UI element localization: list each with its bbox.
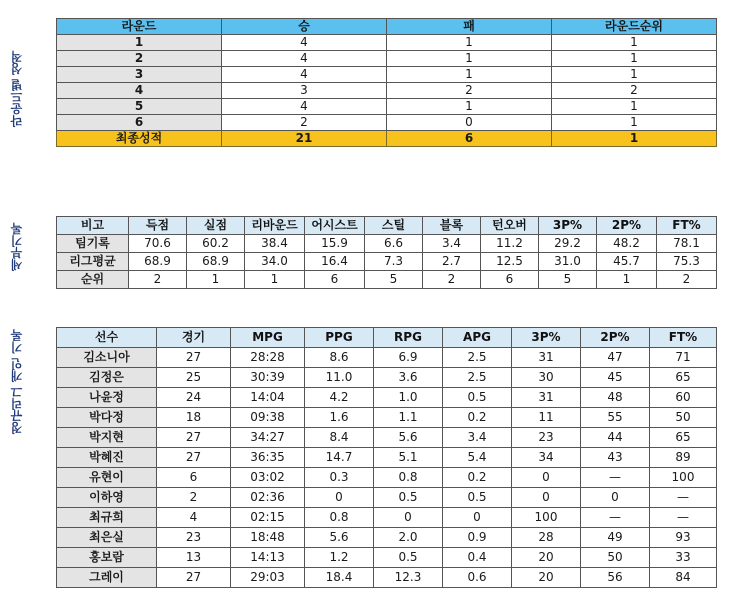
table-cell: — — [581, 508, 650, 528]
table-cell: 27 — [157, 348, 231, 368]
table-cell: 4.2 — [305, 388, 374, 408]
table-cell: — — [581, 468, 650, 488]
row-label: 5 — [57, 99, 222, 115]
table-cell: 14:04 — [231, 388, 305, 408]
table-cell: 33 — [650, 548, 717, 568]
table-cell: 1 — [387, 35, 552, 51]
table-cell: 0.8 — [374, 468, 443, 488]
table-row — [57, 428, 717, 448]
table-cell: 0.9 — [443, 528, 512, 548]
player-name: 박지현 — [57, 428, 157, 448]
table-cell: 1 — [597, 271, 657, 289]
table-cell: 0.2 — [443, 408, 512, 428]
table-cell: 34.0 — [245, 253, 305, 271]
table-cell: 1.6 — [305, 408, 374, 428]
player-name: 유현이 — [57, 468, 157, 488]
table-cell: 0.2 — [443, 468, 512, 488]
table-cell: 11.2 — [481, 235, 539, 253]
table-cell: 21 — [222, 131, 387, 147]
table-cell: 100 — [512, 508, 581, 528]
row-label: 팀기록 — [57, 235, 129, 253]
table-row — [57, 448, 717, 468]
player-name: 김정은 — [57, 368, 157, 388]
table-cell: 20 — [512, 568, 581, 588]
column-header: 3P% — [512, 328, 581, 348]
table-cell: 47 — [581, 348, 650, 368]
player-record-table — [56, 327, 717, 588]
column-header: 턴오버 — [481, 217, 539, 235]
table-cell: 31 — [512, 388, 581, 408]
table-cell: 6 — [387, 131, 552, 147]
column-header: 패 — [387, 19, 552, 35]
table-cell: 60.2 — [187, 235, 245, 253]
column-header: 스틸 — [365, 217, 423, 235]
table-cell: 11.0 — [305, 368, 374, 388]
table-cell: 38.4 — [245, 235, 305, 253]
table-cell: 18.4 — [305, 568, 374, 588]
table-cell: 03:02 — [231, 468, 305, 488]
player-name: 이하영 — [57, 488, 157, 508]
column-header: PPG — [305, 328, 374, 348]
table-cell: 60 — [650, 388, 717, 408]
table-cell: 65 — [650, 368, 717, 388]
table-cell: 18 — [157, 408, 231, 428]
table-cell: 23 — [512, 428, 581, 448]
table-cell: 28:28 — [231, 348, 305, 368]
table-cell: 2.7 — [423, 253, 481, 271]
table-cell: 0.5 — [443, 388, 512, 408]
table-cell: 6 — [481, 271, 539, 289]
table-cell: 1 — [387, 99, 552, 115]
table-cell: 68.9 — [187, 253, 245, 271]
table-cell: — — [650, 488, 717, 508]
final-record-row — [57, 131, 717, 147]
column-header: 득점 — [129, 217, 187, 235]
table-cell: 48.2 — [597, 235, 657, 253]
table-cell: 2 — [387, 83, 552, 99]
table-row — [57, 568, 717, 588]
table-cell: 02:15 — [231, 508, 305, 528]
table-cell: 4 — [222, 51, 387, 67]
table-cell: 1 — [552, 35, 717, 51]
column-header: APG — [443, 328, 512, 348]
table-cell: 0 — [374, 508, 443, 528]
row-label: 리그평균 — [57, 253, 129, 271]
table-cell: 2 — [222, 115, 387, 131]
column-header: 라운드순위 — [552, 19, 717, 35]
table-row — [57, 348, 717, 368]
table-cell: 75.3 — [657, 253, 717, 271]
table-cell: 25 — [157, 368, 231, 388]
column-header: 리바운드 — [245, 217, 305, 235]
column-header: FT% — [650, 328, 717, 348]
table-cell: 1 — [552, 67, 717, 83]
table-cell: 7.3 — [365, 253, 423, 271]
table-cell: 31.0 — [539, 253, 597, 271]
table-row — [57, 468, 717, 488]
table-cell: 12.5 — [481, 253, 539, 271]
table-cell: 2 — [552, 83, 717, 99]
table-row — [57, 35, 717, 51]
table-cell: 4 — [157, 508, 231, 528]
table-cell: 14.7 — [305, 448, 374, 468]
column-header: 2P% — [581, 328, 650, 348]
table-row — [57, 388, 717, 408]
table-cell: 30 — [512, 368, 581, 388]
row-label: 2 — [57, 51, 222, 67]
table-cell: 29.2 — [539, 235, 597, 253]
table-cell: 8.6 — [305, 348, 374, 368]
column-header: FT% — [657, 217, 717, 235]
table-header-row — [57, 328, 717, 348]
table-cell: 1 — [245, 271, 305, 289]
table-cell: 20 — [512, 548, 581, 568]
row-label: 최종성적 — [57, 131, 222, 147]
table-cell: 6.6 — [365, 235, 423, 253]
table-cell: 27 — [157, 568, 231, 588]
table-cell: 100 — [650, 468, 717, 488]
table-cell: 6.9 — [374, 348, 443, 368]
table-cell: 45 — [581, 368, 650, 388]
table-cell: 2.5 — [443, 368, 512, 388]
table-row — [57, 235, 717, 253]
table-cell: 2 — [657, 271, 717, 289]
column-header: 블록 — [423, 217, 481, 235]
table-cell: 15.9 — [305, 235, 365, 253]
player-section-label: 정규리그 개인 기록 — [10, 329, 24, 435]
table-cell: 1 — [387, 67, 552, 83]
table-cell: 34:27 — [231, 428, 305, 448]
table-cell: 1.2 — [305, 548, 374, 568]
table-cell: 50 — [581, 548, 650, 568]
row-label: 4 — [57, 83, 222, 99]
player-name: 홍보람 — [57, 548, 157, 568]
table-cell: 78.1 — [657, 235, 717, 253]
table-cell: 56 — [581, 568, 650, 588]
table-cell: 93 — [650, 528, 717, 548]
row-label: 3 — [57, 67, 222, 83]
column-header: 2P% — [597, 217, 657, 235]
column-header: 실점 — [187, 217, 245, 235]
table-row — [57, 548, 717, 568]
table-cell: 71 — [650, 348, 717, 368]
table-cell: 24 — [157, 388, 231, 408]
player-name: 최은실 — [57, 528, 157, 548]
table-cell: 3 — [222, 83, 387, 99]
row-label: 6 — [57, 115, 222, 131]
table-row — [57, 488, 717, 508]
table-cell: 70.6 — [129, 235, 187, 253]
table-cell: 0 — [512, 468, 581, 488]
table-cell: 44 — [581, 428, 650, 448]
table-cell: 1 — [552, 131, 717, 147]
table-cell: 1 — [552, 51, 717, 67]
column-header: 어시스트 — [305, 217, 365, 235]
table-cell: 5.6 — [374, 428, 443, 448]
table-cell: 4 — [222, 99, 387, 115]
table-cell: 0.5 — [443, 488, 512, 508]
table-cell: 2.0 — [374, 528, 443, 548]
column-header: RPG — [374, 328, 443, 348]
table-cell: 36:35 — [231, 448, 305, 468]
table-cell: 0.4 — [443, 548, 512, 568]
table-row — [57, 67, 717, 83]
player-name: 김소니아 — [57, 348, 157, 368]
table-cell: 4 — [222, 35, 387, 51]
table-cell: 0.5 — [374, 548, 443, 568]
table-cell: 50 — [650, 408, 717, 428]
table-cell: 6 — [157, 468, 231, 488]
table-cell: 18:48 — [231, 528, 305, 548]
table-cell: 0 — [443, 508, 512, 528]
table-cell: 28 — [512, 528, 581, 548]
player-name: 박혜진 — [57, 448, 157, 468]
table-cell: 1 — [187, 271, 245, 289]
table-cell: 5.6 — [305, 528, 374, 548]
table-header-row — [57, 19, 717, 35]
table-cell: 5 — [365, 271, 423, 289]
table-cell: 1 — [552, 99, 717, 115]
table-cell: 0.3 — [305, 468, 374, 488]
table-cell: 2 — [129, 271, 187, 289]
table-cell: 8.4 — [305, 428, 374, 448]
table-cell: 30:39 — [231, 368, 305, 388]
table-cell: 0.5 — [374, 488, 443, 508]
table-cell: 55 — [581, 408, 650, 428]
table-cell: 1 — [387, 51, 552, 67]
table-cell: 31 — [512, 348, 581, 368]
round-record-table — [56, 18, 717, 147]
table-row — [57, 508, 717, 528]
player-name: 최규희 — [57, 508, 157, 528]
table-cell: 2 — [157, 488, 231, 508]
table-row — [57, 368, 717, 388]
table-cell: 3.4 — [443, 428, 512, 448]
table-cell: 1.0 — [374, 388, 443, 408]
round-section-label: 라운드별 성적 — [10, 50, 24, 128]
table-cell: 29:03 — [231, 568, 305, 588]
column-header: 경기 — [157, 328, 231, 348]
detail-record-table — [56, 216, 717, 289]
table-cell: 65 — [650, 428, 717, 448]
table-row — [57, 115, 717, 131]
table-row — [57, 99, 717, 115]
table-header-row — [57, 217, 717, 235]
table-row — [57, 253, 717, 271]
table-row — [57, 271, 717, 289]
row-label: 1 — [57, 35, 222, 51]
table-cell: 34 — [512, 448, 581, 468]
table-cell: 0 — [387, 115, 552, 131]
table-cell: 09:38 — [231, 408, 305, 428]
column-header: 라운드 — [57, 19, 222, 35]
table-cell: 3.6 — [374, 368, 443, 388]
table-cell: 5 — [539, 271, 597, 289]
table-cell: 89 — [650, 448, 717, 468]
table-cell: 68.9 — [129, 253, 187, 271]
detail-section-label: 세부기록 — [10, 223, 24, 271]
table-cell: 02:36 — [231, 488, 305, 508]
table-cell: 1.1 — [374, 408, 443, 428]
player-name: 그레이 — [57, 568, 157, 588]
table-cell: 0.6 — [443, 568, 512, 588]
table-cell: 6 — [305, 271, 365, 289]
table-cell: 27 — [157, 448, 231, 468]
column-header: 선수 — [57, 328, 157, 348]
table-cell: 5.4 — [443, 448, 512, 468]
table-cell: 23 — [157, 528, 231, 548]
player-name: 박다정 — [57, 408, 157, 428]
column-header: MPG — [231, 328, 305, 348]
table-row — [57, 408, 717, 428]
table-cell: 13 — [157, 548, 231, 568]
table-cell: 2 — [423, 271, 481, 289]
table-cell: 43 — [581, 448, 650, 468]
table-cell: 16.4 — [305, 253, 365, 271]
row-label: 순위 — [57, 271, 129, 289]
table-cell: 11 — [512, 408, 581, 428]
table-row — [57, 528, 717, 548]
table-cell: 0.8 — [305, 508, 374, 528]
table-cell: 14:13 — [231, 548, 305, 568]
table-cell: 5.1 — [374, 448, 443, 468]
table-cell: 0 — [581, 488, 650, 508]
table-cell: 3.4 — [423, 235, 481, 253]
table-cell: 84 — [650, 568, 717, 588]
column-header: 3P% — [539, 217, 597, 235]
table-cell: 48 — [581, 388, 650, 408]
table-cell: 27 — [157, 428, 231, 448]
table-cell: 0 — [512, 488, 581, 508]
table-cell: — — [650, 508, 717, 528]
player-name: 나윤정 — [57, 388, 157, 408]
table-cell: 49 — [581, 528, 650, 548]
table-cell: 2.5 — [443, 348, 512, 368]
column-header: 승 — [222, 19, 387, 35]
column-header: 비고 — [57, 217, 129, 235]
table-row — [57, 51, 717, 67]
table-cell: 0 — [305, 488, 374, 508]
table-row — [57, 83, 717, 99]
table-cell: 12.3 — [374, 568, 443, 588]
table-cell: 45.7 — [597, 253, 657, 271]
table-cell: 1 — [552, 115, 717, 131]
table-cell: 4 — [222, 67, 387, 83]
